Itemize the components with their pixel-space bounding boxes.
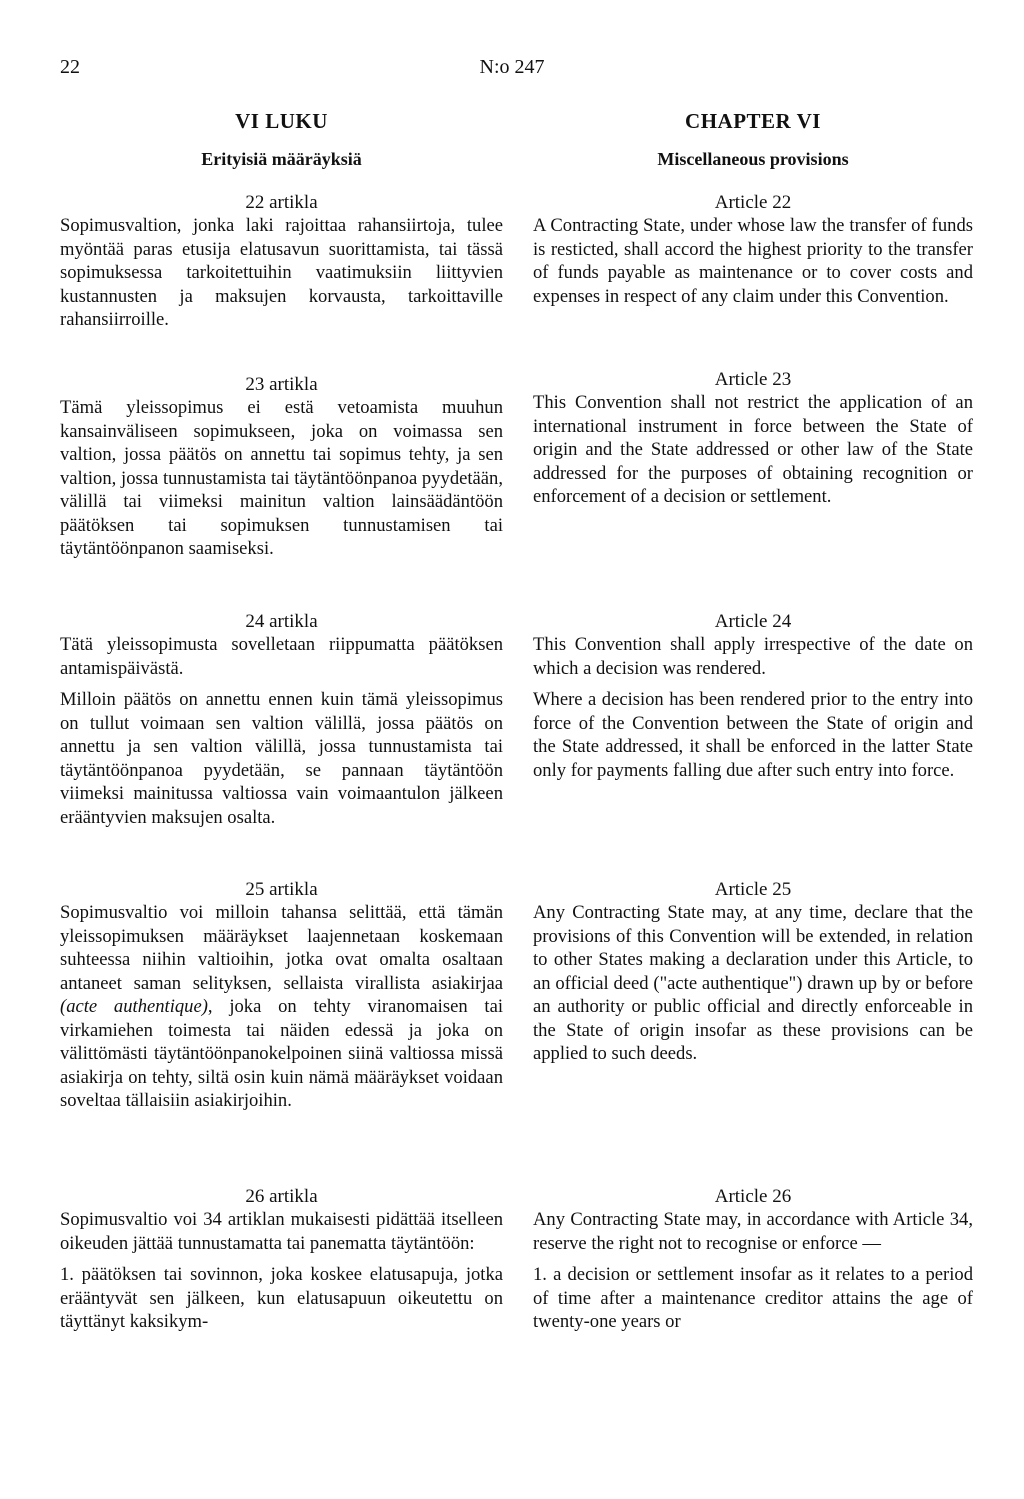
chapter-title-fi: VI LUKU xyxy=(235,109,328,133)
article-25-fi xyxy=(60,878,503,1113)
page-number: 22 xyxy=(60,56,80,78)
article-paragraph: Any Contracting State may, in accordance with Article 34, reserve the right not to recognise or enforce — xyxy=(533,1209,973,1254)
article-heading: Article 23 xyxy=(714,369,792,390)
paragraph-text: Sopimusvaltio voi milloin tahansa selittää, että tämän yleissopimuksen määräykset laajennetaan koskemaan suhteessa niihin valtioihin, jotka ovat omalta osaltaan antaneet saman selityksen, sellaista virallista asiakirjaa xyxy=(60,902,503,994)
article-26-en xyxy=(533,1185,973,1334)
article-heading: Article 24 xyxy=(714,611,792,632)
italic-term: (acte authentique) xyxy=(60,996,208,1017)
article-heading: 22 artikla xyxy=(245,192,318,213)
article-paragraph: Tätä yleissopimusta sovelletaan riippumatta päätöksen antamispäivästä. xyxy=(60,634,503,679)
article-heading: 24 artikla xyxy=(245,611,318,632)
article-22-en xyxy=(533,191,973,308)
article-23-fi xyxy=(60,373,503,561)
article-heading: 25 artikla xyxy=(245,879,318,900)
article-25-en xyxy=(533,878,973,1066)
article-paragraph: Sopimusvaltion, jonka laki rajoittaa rahansiirtoja, tulee myöntää paras etusija elatusavun suorittamista, tai tässä sopimuksessa tarkoitettuihin vaatimuksiin liittyvien kustannusten ja maksujen korvausta, tarkoittaville rahansiirroille. xyxy=(60,215,503,330)
article-heading: 23 artikla xyxy=(245,374,318,395)
article-heading: Article 22 xyxy=(714,192,792,213)
article-23-en xyxy=(533,368,973,509)
article-paragraph xyxy=(60,901,503,1113)
article-paragraph: Milloin päätös on annettu ennen kuin tämä yleissopimus on tullut voimaan sen valtion välillä, jossa päätös on annettu ja sen valtion välillä, jossa tunnustamista tai täytäntöönpanoa pyydetään, se pannaan täytäntöön viimeksi mainitussa valtiossa vain voimaantulon jälkeen erääntyvien maksujen osalta. xyxy=(60,689,503,828)
chapter-subtitle-en: Miscellaneous provisions xyxy=(657,149,849,169)
article-24-en xyxy=(533,610,973,782)
article-paragraph: Tämä yleissopimus ei estä vetoamista muuhun kansainväliseen sopimukseen, joka on voimassa sen valtion, jossa päätös on annettu tai sopimus tehty, ja sen valtion, jossa tunnustamista tai täytäntöönpanoa pyydetään, välillä tai viimeksi mainitun valtion lainsäädäntöön päätöksen tai sopimuksen tunnustamisen tai täytäntöönpanon saamiseksi. xyxy=(60,397,503,559)
article-heading: Article 25 xyxy=(714,879,792,900)
english-column xyxy=(533,106,973,1332)
article-22-fi xyxy=(60,191,503,332)
article-paragraph: This Convention shall not restrict the application of an international instrument in force between the State of origin and the State addressed or other law of the State addressed for the purposes of obtaining recognition or enforcement of a decision or settlement. xyxy=(533,392,973,507)
article-paragraph: Where a decision has been rendered prior to the entry into force of the Convention between the State of origin and the State addressed, it shall be enforced in the latter State only for payments falling due after such entry into force. xyxy=(533,689,973,781)
paragraph-text: , joka on tehty viranomaisen tai virkamiehen toimesta tai näiden edessä ja joka on välittömästi täytäntöönpanokelpoinen siinä valtiossa missä asiakirja on tehty, siltä osin kuin nämä määräykset voidaan soveltaa tällaisiin asiakirjoihin. xyxy=(60,996,503,1111)
article-paragraph: A Contracting State, under whose law the transfer of funds is resticted, shall accord the highest priority to the transfer of funds payable as maintenance or to cover costs and expenses in respect of any claim under this Convention. xyxy=(533,215,973,307)
article-heading: 26 artikla xyxy=(245,1186,318,1207)
article-24-fi xyxy=(60,610,503,829)
article-paragraph: This Convention shall apply irrespective of the date on which a decision was rendered. xyxy=(533,634,973,679)
chapter-title-en: CHAPTER VI xyxy=(685,109,821,133)
article-paragraph: Sopimusvaltio voi 34 artiklan mukaisesti pidättää itselleen oikeuden jättää tunnustamatta tai panematta täytäntöön: xyxy=(60,1209,503,1254)
document-number: N:o 247 xyxy=(479,56,545,78)
article-26-fi xyxy=(60,1185,503,1334)
article-paragraph: Any Contracting State may, at any time, declare that the provisions of this Convention will be extended, in relation to other States making a declaration under this Article, to an official deed ("acte authentique") drawn up by or before an authority or public official and directly enforceable in the State of origin insofar as these provisions can be applied to such deeds. xyxy=(533,902,973,1064)
article-list-item: 1. a decision or settlement insofar as it relates to a period of time after a maintenance creditor attains the age of twenty-one years or xyxy=(533,1264,973,1332)
chapter-subtitle-fi: Erityisiä määräyksiä xyxy=(201,149,362,169)
finnish-column xyxy=(60,106,503,1332)
article-list-item: 1. päätöksen tai sovinnon, joka koskee elatusapuja, jotka erääntyvät sen jälkeen, kun elatusapuun oikeutettu on täyttänyt kaksikym- xyxy=(60,1264,503,1332)
article-heading: Article 26 xyxy=(714,1186,792,1207)
